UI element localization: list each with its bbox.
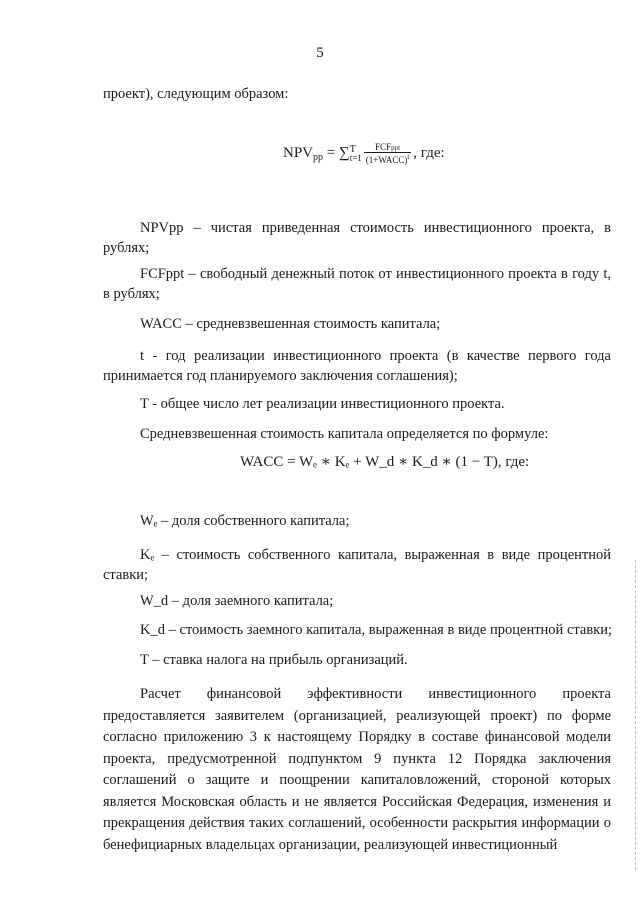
- def-ke: Kₑ – стоимость собственного капитала, выраженная в виде процентной ставки;: [103, 547, 611, 583]
- page-number: 5: [316, 45, 324, 61]
- def-npv: NPVpp – чистая приведенная стоимость инвестиционного проекта, в рублях;: [103, 220, 611, 256]
- sum-sup: T: [349, 143, 356, 155]
- def-T: T - общее число лет реализации инвестиционного проекта.: [140, 396, 505, 412]
- final-paragraph: Расчет финансовой эффективности инвестиционного проекта предоставляется заявителем (организацией, реализующей проект) по форме согласно приложению 3 к настоящему Порядку в составе финансовой модели проекта, предусмотренной подпунктом 9 пункта 12 Порядка заключения соглашений о защите и поощрении капиталовложений, стороной которых является Московская область и не является Российская Федерация, изменения и прекращения действия таких соглашений, особенности раскрытия информации о бенефициарных владельцах организации, реализующей инвестиционный: [103, 686, 611, 853]
- frac-den-sup: t: [407, 153, 410, 161]
- npv-formula: [283, 142, 445, 165]
- scan-edge-divider: [634, 560, 636, 870]
- def-kd: K_d – стоимость заемного капитала, выраженная в виде процентной ставки;: [140, 622, 613, 638]
- frac-num-sub: ppt: [391, 144, 401, 152]
- npv-lhs: NPV: [283, 144, 314, 161]
- frac-den: (1+WACC): [365, 155, 408, 165]
- intro-line: проект), следующим образом:: [103, 86, 289, 102]
- def-tax: T – ставка налога на прибыль организаций.: [140, 652, 408, 668]
- npv-eq: =: [323, 144, 339, 161]
- def-fcf: FCFppt – свободный денежный поток от инвестиционного проекта в году t, в рублях;: [103, 266, 611, 302]
- def-t: t - год реализации инвестиционного проекта (в качестве первого года принимается год планируемого заключения соглашения);: [103, 348, 611, 384]
- sum-sign: ∑: [338, 144, 350, 161]
- npv-tail: , где:: [413, 144, 445, 161]
- def-wd: W_d – доля заемного капитала;: [140, 593, 334, 609]
- frac-num: FCF: [375, 142, 392, 152]
- wacc-intro: Средневзвешенная стоимость капитала определяется по формуле:: [140, 426, 549, 442]
- wacc-formula: WACC = Wₑ ∗ Kₑ + W_d ∗ K_d ∗ (1 − T), где:: [240, 454, 530, 470]
- def-wacc: WACC – средневзвешенная стоимость капитала;: [140, 316, 441, 332]
- sum-sub: t=1: [349, 152, 362, 163]
- def-we: Wₑ – доля собственного капитала;: [140, 513, 350, 529]
- npv-fraction: [364, 142, 412, 165]
- npv-lhs-sub: pp: [313, 151, 324, 163]
